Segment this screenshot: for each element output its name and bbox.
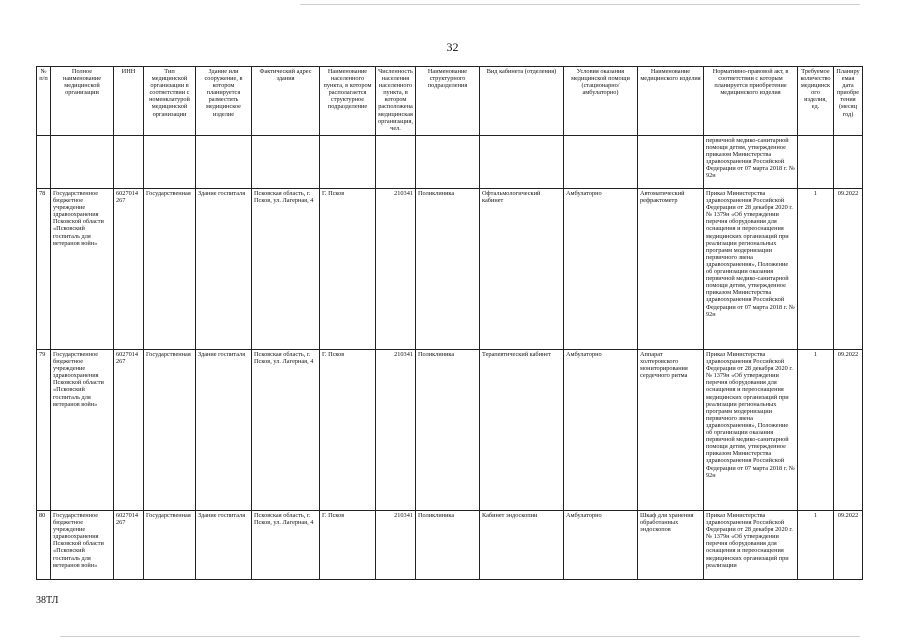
cell-qty: 1 <box>798 350 834 511</box>
cell-unit: Поликлиника <box>416 189 480 350</box>
cell-conditions: Амбулаторно <box>564 189 638 350</box>
cell-act: Приказ Министерства здравоохранения Российской Федерации от 28 декабря 2020 г. № 1379н «Об утверждении перечня оборудования для оснащения и переоснащения медицинских организаций при реализации <box>704 511 798 580</box>
cell-no: 78 <box>37 189 51 350</box>
cell-cabinet: Терапевтический кабинет <box>480 350 564 511</box>
scan-artifact-bottom <box>60 636 860 637</box>
equipment-table <box>36 66 863 580</box>
header-qty: Требуемое количество медицинского изделия, ед. <box>798 67 834 136</box>
header-settlement: Наименование населенного пункта, в котором располагается структурное подразделение <box>320 67 376 136</box>
cell-device: Аппарат холтеровского мониторирования сердечного ритма <box>638 350 704 511</box>
cell-date: 09.2022 <box>834 189 863 350</box>
cell-address: Псковская область, г. Псков, ул. Лагерная, 4 <box>252 511 320 580</box>
cell-no: 80 <box>37 511 51 580</box>
scan-artifact-top <box>300 4 860 5</box>
cell-type: Государственная <box>144 189 196 350</box>
header-conditions: Условия оказания медицинской помощи (стационарно/ амбулаторно) <box>564 67 638 136</box>
cell-qty: 1 <box>798 511 834 580</box>
cell-inn: 6027014267 <box>114 189 144 350</box>
header-unit: Наименование структурного подразделения <box>416 67 480 136</box>
table-header-row <box>37 67 863 136</box>
continuation-act-text: первичной медико-санитарной помощи детям, утвержденное приказом Министерства здравоохранения Российской Федерации от 07 марта 2018 г. № 92н <box>704 136 798 189</box>
cell-device: Автоматический рефрактометр <box>638 189 704 350</box>
cell-type: Государственная <box>144 511 196 580</box>
cell-building: Здание госпиталя <box>196 350 252 511</box>
table-row <box>37 189 863 350</box>
cell-inn: 6027014267 <box>114 511 144 580</box>
cell-date: 09.2022 <box>834 350 863 511</box>
header-act: Нормативно-правовой акт, в соответствии с которым планируется приобретение медицинского изделия <box>704 67 798 136</box>
cell-org: Государственное бюджетное учреждение здравоохранения Псковской области «Псковский госпиталь для ветеранов войн» <box>51 511 114 580</box>
header-inn: ИНН <box>114 67 144 136</box>
cell-no: 79 <box>37 350 51 511</box>
cell-unit: Поликлиника <box>416 350 480 511</box>
page-number: 32 <box>446 40 459 54</box>
cell-unit: Поликлиника <box>416 511 480 580</box>
header-population: Численность населения населенного пункта, в котором расположена медицинская организация, чел. <box>376 67 416 136</box>
cell-population: 210341 <box>376 350 416 511</box>
header-device: Наименование медицинского изделия <box>638 67 704 136</box>
cell-device: Шкаф для хранения обработанных эндоскопов <box>638 511 704 580</box>
cell-cabinet: Кабинет эндоскопии <box>480 511 564 580</box>
cell-building: Здание госпиталя <box>196 511 252 580</box>
table-row-continuation <box>37 136 863 189</box>
cell-conditions: Амбулаторно <box>564 511 638 580</box>
cell-cabinet: Офтальмологический кабинет <box>480 189 564 350</box>
cell-date: 09.2022 <box>834 511 863 580</box>
cell-settlement: Г. Псков <box>320 189 376 350</box>
cell-population: 210341 <box>376 511 416 580</box>
table-row <box>37 350 863 511</box>
header-org: Полное наименование медицинской организации <box>51 67 114 136</box>
cell-population: 210341 <box>376 189 416 350</box>
equipment-table-container <box>36 66 862 580</box>
header-no: № п/п <box>37 67 51 136</box>
cell-act: Приказ Министерства здравоохранения Российской Федерации от 28 декабря 2020 г. № 1379н «Об утверждении перечня оборудования для оснащения и переоснащения медицинских организаций при реализации региональных программ модернизации первичного звена здравоохранения», Положение об организации оказания первичной медико-санитарной помощи детям, утвержденное приказом Министерства здравоохранения Российской Федерации от 07 марта 2018 г. № 92н <box>704 350 798 511</box>
cell-type: Государственная <box>144 350 196 511</box>
header-type: Тип медицинской организации в соответствии с номенклатурой медицинской организации <box>144 67 196 136</box>
cell-org: Государственное бюджетное учреждение здравоохранения Псковской области «Псковский госпиталь для ветеранов войн» <box>51 350 114 511</box>
header-cabinet: Вид кабинета (отделения) <box>480 67 564 136</box>
document-tag: 38ТЛ <box>36 595 59 606</box>
cell-org: Государственное бюджетное учреждение здравоохранения Псковской области «Псковский госпиталь для ветеранов войн» <box>51 189 114 350</box>
table-row <box>37 511 863 580</box>
header-building: Здание или сооружение, в котором планируется разместить медицинское изделие <box>196 67 252 136</box>
cell-act: Приказ Министерства здравоохранения Российской Федерации от 28 декабря 2020 г. № 1379н «Об утверждении перечня оборудования для оснащения и переоснащения медицинских организаций при реализации региональных программ модернизации первичного звена здравоохранения», Положение об организации оказания первичной медико-санитарной помощи детям, утвержденное приказом Министерства здравоохранения Российской Федерации от 07 марта 2018 г. № 92н <box>704 189 798 350</box>
cell-settlement: Г. Псков <box>320 511 376 580</box>
header-address: Фактический адрес здания <box>252 67 320 136</box>
header-date: Планируемая дата приобретения (месяц год) <box>834 67 863 136</box>
cell-address: Псковская область, г. Псков, ул. Лагерная, 4 <box>252 350 320 511</box>
cell-settlement: Г. Псков <box>320 350 376 511</box>
cell-qty: 1 <box>798 189 834 350</box>
cell-conditions: Амбулаторно <box>564 350 638 511</box>
cell-inn: 6027014267 <box>114 350 144 511</box>
cell-address: Псковская область, г. Псков, ул. Лагерная, 4 <box>252 189 320 350</box>
cell-building: Здание госпиталя <box>196 189 252 350</box>
